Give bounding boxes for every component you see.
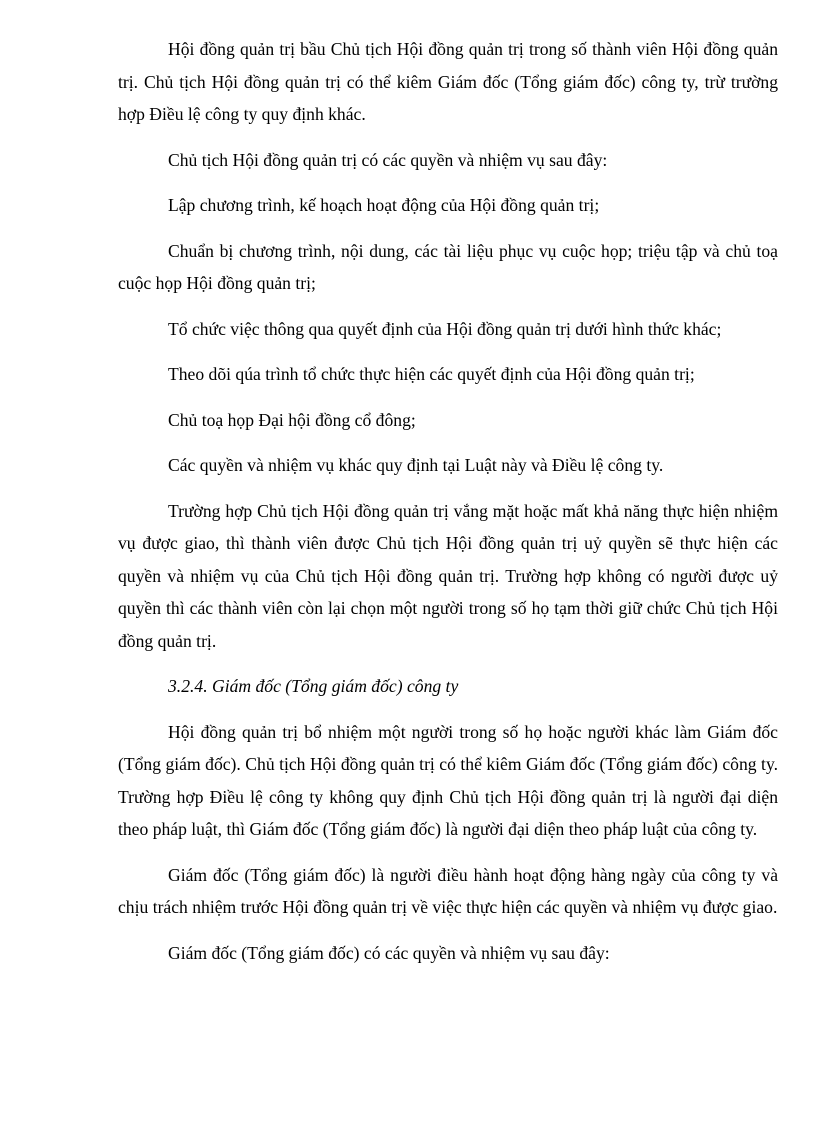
- list-item-monitor: Theo dõi qúa trình tổ chức thực hiện các quyết định của Hội đồng quản trị;: [168, 364, 695, 384]
- list-item-other-rights: Các quyền và nhiệm vụ khác quy định tại Luật này và Điều lệ công ty.: [168, 455, 664, 475]
- paragraph-director-appointment: Hội đồng quản trị bổ nhiệm một người trong số họ hoặc người khác làm Giám đốc (Tổng giám đốc). Chủ tịch Hội đồng quản trị có thể kiêm Giám đốc (Tổng giám đốc) công ty. Trường hợp Điều lệ công ty không quy định Chủ tịch Hội đồng quản trị là người đại diện theo pháp luật, thì Giám đốc (Tổng giám đốc) là người đại diện theo pháp luật của công ty.: [118, 721, 778, 839]
- list-item-plan: Lập chương trình, kế hoạch hoạt động của Hội đồng quản trị;: [168, 195, 600, 215]
- list-item-chair-shareholders: Chủ toạ họp Đại hội đồng cổ đông;: [168, 409, 416, 430]
- paragraph-chairman-election: Hội đồng quản trị bầu Chủ tịch Hội đồng quản trị trong số thành viên Hội đồng quản trị. Chủ tịch Hội đồng quản trị có thể kiêm Giám đốc (Tổng giám đốc) công ty, trừ trường hợp Điều lệ công ty quy định khác.: [118, 39, 778, 124]
- paragraph-director-rights-intro: Giám đốc (Tổng giám đốc) có các quyền và nhiệm vụ sau đây:: [168, 942, 610, 963]
- paragraph-director-role: Giám đốc (Tổng giám đốc) là người điều hành hoạt động hàng ngày của công ty và chịu trách nhiệm trước Hội đồng quản trị về việc thực hiện các quyền và nhiệm vụ được giao.: [118, 864, 778, 917]
- list-item-prepare-meeting: Chuẩn bị chương trình, nội dung, các tài liệu phục vụ cuộc họp; triệu tập và chủ toạ cuộc họp Hội đồng quản trị;: [118, 240, 778, 293]
- paragraph-chairman-absence: Trường hợp Chủ tịch Hội đồng quản trị vắng mặt hoặc mất khả năng thực hiện nhiệm vụ được giao, thì thành viên được Chủ tịch Hội đồng quản trị uỷ quyền sẽ thực hiện các quyền và nhiệm vụ của Chủ tịch Hội đồng quản trị. Trường hợp không có người được uỷ quyền thì các thành viên còn lại chọn một người trong số họ tạm thời giữ chức Chủ tịch Hội đồng quản trị.: [118, 500, 778, 651]
- paragraph-chairman-rights-intro: Chủ tịch Hội đồng quản trị có các quyền và nhiệm vụ sau đây:: [168, 149, 608, 170]
- document-page: [118, 33, 778, 982]
- list-item-organize-decision: Tổ chức việc thông qua quyết định của Hội đồng quản trị dưới hình thức khác;: [168, 318, 722, 339]
- section-heading-director: 3.2.4. Giám đốc (Tổng giám đốc) công ty: [168, 676, 459, 696]
